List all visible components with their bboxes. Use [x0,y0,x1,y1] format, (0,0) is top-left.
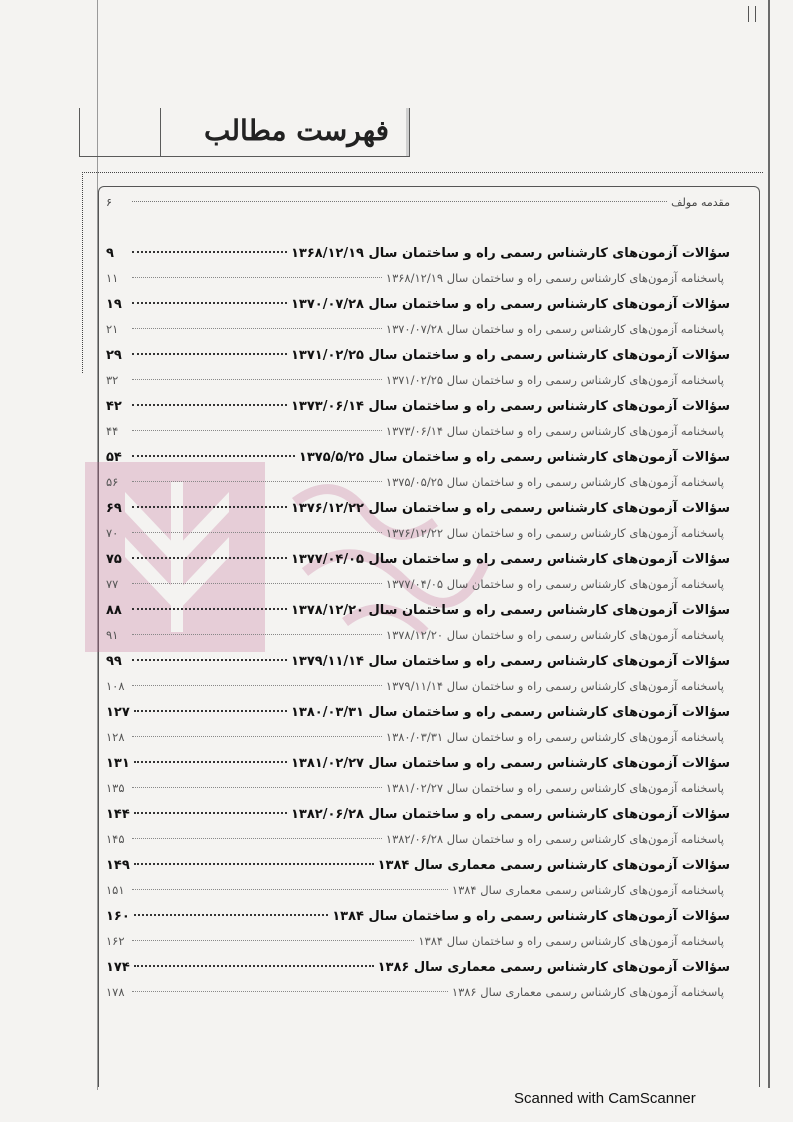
toc-answer-row[interactable] [106,883,730,909]
dot-leader [132,940,414,941]
toc-question-row[interactable] [106,603,730,628]
question-label: سؤالات آزمون‌های کارشناس رسمی راه و ساختمان سال ۱۳۷۶/۱۲/۲۲ [290,501,730,516]
dot-leader [132,251,287,253]
dot-leader [132,353,287,355]
answer-page-number: ۱۶۲ [106,934,125,948]
question-label: سؤالات آزمون‌های کارشناس رسمی راه و ساختمان سال ۱۳۷۰/۰۷/۲۸ [290,297,730,312]
toc-question-row[interactable] [106,399,730,424]
dot-leader [132,787,382,788]
toc-answer-row[interactable] [106,679,730,705]
toc-intro-row[interactable] [106,196,730,222]
title-box [160,108,410,157]
question-page-number: ۴۲ [106,399,122,414]
answer-page-number: ۹۱ [106,628,119,642]
dot-leader [132,634,382,635]
toc-question-row[interactable] [106,246,730,271]
question-label: سؤالات آزمون‌های کارشناس رسمی راه و ساختمان سال ۱۳۸۰/۰۳/۳۱ [290,705,730,720]
dot-leader [134,710,287,712]
answer-label: پاسخنامه آزمون‌های کارشناس رسمی معماری سال ۱۳۸۶ [451,985,724,999]
question-label: سؤالات آزمون‌های کارشناس رسمی راه و ساختمان سال ۱۳۷۹/۱۱/۱۴ [290,654,730,669]
toc-question-row[interactable] [106,348,730,373]
toc-answer-row[interactable] [106,322,730,348]
dot-leader [134,761,287,763]
answer-page-number: ۷۰ [106,526,119,540]
dot-leader [132,481,382,482]
answer-label: پاسخنامه آزمون‌های کارشناس رسمی راه و ساختمان سال ۱۳۶۸/۱۲/۱۹ [385,271,724,285]
toc-question-row[interactable] [106,297,730,322]
question-page-number: ۱۶۰ [106,909,130,924]
table-of-contents [106,196,730,1011]
answer-page-number: ۵۶ [106,475,119,489]
answer-label: پاسخنامه آزمون‌های کارشناس رسمی راه و ساختمان سال ۱۳۷۷/۰۴/۰۵ [385,577,724,591]
toc-question-row[interactable] [106,756,730,781]
dot-leader [132,532,382,533]
dot-leader [132,659,287,661]
intro-page-number: ۶ [106,196,112,209]
question-page-number: ۱۲۷ [106,705,130,720]
toc-answer-row[interactable] [106,526,730,552]
dot-leader [132,889,448,890]
question-label: سؤالات آزمون‌های کارشناس رسمی راه و ساختمان سال ۱۳۷۷/۰۴/۰۵ [290,552,730,567]
dot-leader [132,201,667,202]
question-page-number: ۹ [106,246,114,261]
dot-leader [132,608,287,610]
scanner-footer: Scanned with CamScanner [514,1090,696,1107]
question-page-number: ۱۳۱ [106,756,130,771]
question-label: سؤالات آزمون‌های کارشناس رسمی راه و ساختمان سال ۱۳۸۲/۰۶/۲۸ [290,807,730,822]
answer-label: پاسخنامه آزمون‌های کارشناس رسمی راه و ساختمان سال ۱۳۸۲/۰۶/۲۸ [385,832,724,846]
answer-label: پاسخنامه آزمون‌های کارشناس رسمی راه و ساختمان سال ۱۳۷۵/۰۵/۲۵ [385,475,724,489]
toc-answer-row[interactable] [106,934,730,960]
answer-page-number: ۲۱ [106,322,119,336]
dot-leader [134,965,374,967]
toc-answer-row[interactable] [106,832,730,858]
question-label: سؤالات آزمون‌های کارشناس رسمی راه و ساختمان سال ۱۳۷۳/۰۶/۱۴ [290,399,730,414]
answer-page-number: ۴۴ [106,424,119,438]
toc-entries [106,246,730,1011]
dot-leader [132,685,382,686]
answer-page-number: ۱۲۸ [106,730,125,744]
toc-question-row[interactable] [106,960,730,985]
answer-label: پاسخنامه آزمون‌های کارشناس رسمی راه و ساختمان سال ۱۳۸۴ [418,934,724,948]
toc-answer-row[interactable] [106,271,730,297]
question-label: سؤالات آزمون‌های کارشناس رسمی راه و ساختمان سال ۱۳۸۱/۰۲/۲۷ [290,756,730,771]
dot-leader [132,583,382,584]
toc-answer-row[interactable] [106,577,730,603]
answer-page-number: ۷۷ [106,577,119,591]
answer-page-number: ۳۲ [106,373,119,387]
dot-leader [132,455,295,457]
page-title: فهرست مطالب [204,114,389,147]
toc-question-row[interactable] [106,858,730,883]
question-label: سؤالات آزمون‌های کارشناس رسمی راه و ساختمان سال ۱۳۷۱/۰۲/۲۵ [290,348,730,363]
dot-leader [132,838,382,839]
question-label: سؤالات آزمون‌های کارشناس رسمی راه و ساختمان سال ۱۳۷۵/۵/۲۵ [298,450,730,465]
question-page-number: ۸۸ [106,603,122,618]
corner-mark [748,6,749,22]
dot-leader [132,302,287,304]
question-page-number: ۱۴۹ [106,858,130,873]
toc-question-row[interactable] [106,654,730,679]
question-label: سؤالات آزمون‌های کارشناس رسمی معماری سال ۱۳۸۴ [377,858,730,873]
dot-leader [132,430,382,431]
dot-leader [132,991,448,992]
answer-page-number: ۱۰۸ [106,679,125,693]
toc-question-row[interactable] [106,807,730,832]
question-page-number: ۱۷۴ [106,960,130,975]
answer-label: پاسخنامه آزمون‌های کارشناس رسمی راه و ساختمان سال ۱۳۸۱/۰۲/۲۷ [385,781,724,795]
dot-leader [132,404,287,406]
question-label: سؤالات آزمون‌های کارشناس رسمی راه و ساختمان سال ۱۳۶۸/۱۲/۱۹ [290,246,730,261]
corner-mark [755,6,756,22]
answer-label: پاسخنامه آزمون‌های کارشناس رسمی راه و ساختمان سال ۱۳۷۸/۱۲/۲۰ [385,628,724,642]
dot-leader [134,914,328,916]
answer-page-number: ۱۴۵ [106,832,125,846]
dot-leader [132,328,382,329]
toc-answer-row[interactable] [106,781,730,807]
toc-question-row[interactable] [106,552,730,577]
answer-page-number: ۱۷۸ [106,985,125,999]
question-page-number: ۱۴۴ [106,807,130,822]
question-label: سؤالات آزمون‌های کارشناس رسمی راه و ساختمان سال ۱۳۷۸/۱۲/۲۰ [290,603,730,618]
dot-leader [132,506,287,508]
toc-answer-row[interactable] [106,730,730,756]
toc-question-row[interactable] [106,705,730,730]
dot-leader [134,863,374,865]
toc-answer-row[interactable] [106,985,730,1011]
toc-question-row[interactable] [106,909,730,934]
intro-label: مقدمه مولف [671,196,730,209]
dot-leader [132,277,382,278]
dot-leader [132,557,287,559]
answer-page-number: ۱۵۱ [106,883,125,897]
toc-answer-row[interactable] [106,628,730,654]
dot-leader [134,812,287,814]
answer-page-number: ۱۳۵ [106,781,125,795]
answer-label: پاسخنامه آزمون‌های کارشناس رسمی راه و ساختمان سال ۱۳۷۰/۰۷/۲۸ [385,322,724,336]
answer-label: پاسخنامه آزمون‌های کارشناس رسمی راه و ساختمان سال ۱۳۸۰/۰۳/۳۱ [385,730,724,744]
question-page-number: ۲۹ [106,348,122,363]
toc-answer-row[interactable] [106,424,730,450]
answer-label: پاسخنامه آزمون‌های کارشناس رسمی راه و ساختمان سال ۱۳۷۹/۱۱/۱۴ [385,679,724,693]
question-page-number: ۱۹ [106,297,122,312]
question-page-number: ۷۵ [106,552,122,567]
dot-leader [132,736,382,737]
question-page-number: ۶۹ [106,501,122,516]
question-label: سؤالات آزمون‌های کارشناس رسمی راه و ساختمان سال ۱۳۸۴ [332,909,730,924]
toc-question-row[interactable] [106,501,730,526]
question-page-number: ۵۴ [106,450,122,465]
answer-label: پاسخنامه آزمون‌های کارشناس رسمی معماری سال ۱۳۸۴ [451,883,724,897]
dot-leader [132,379,382,380]
answer-label: پاسخنامه آزمون‌های کارشناس رسمی راه و ساختمان سال ۱۳۷۱/۰۲/۲۵ [385,373,724,387]
answer-label: پاسخنامه آزمون‌های کارشناس رسمی راه و ساختمان سال ۱۳۷۳/۰۶/۱۴ [385,424,724,438]
toc-answer-row[interactable] [106,475,730,501]
question-label: سؤالات آزمون‌های کارشناس رسمی معماری سال ۱۳۸۶ [377,960,730,975]
question-page-number: ۹۹ [106,654,122,669]
answer-page-number: ۱۱ [106,271,119,285]
toc-question-row[interactable] [106,450,730,475]
page-edge-right [768,0,770,1088]
toc-answer-row[interactable] [106,373,730,399]
answer-label: پاسخنامه آزمون‌های کارشناس رسمی راه و ساختمان سال ۱۳۷۶/۱۲/۲۲ [385,526,724,540]
